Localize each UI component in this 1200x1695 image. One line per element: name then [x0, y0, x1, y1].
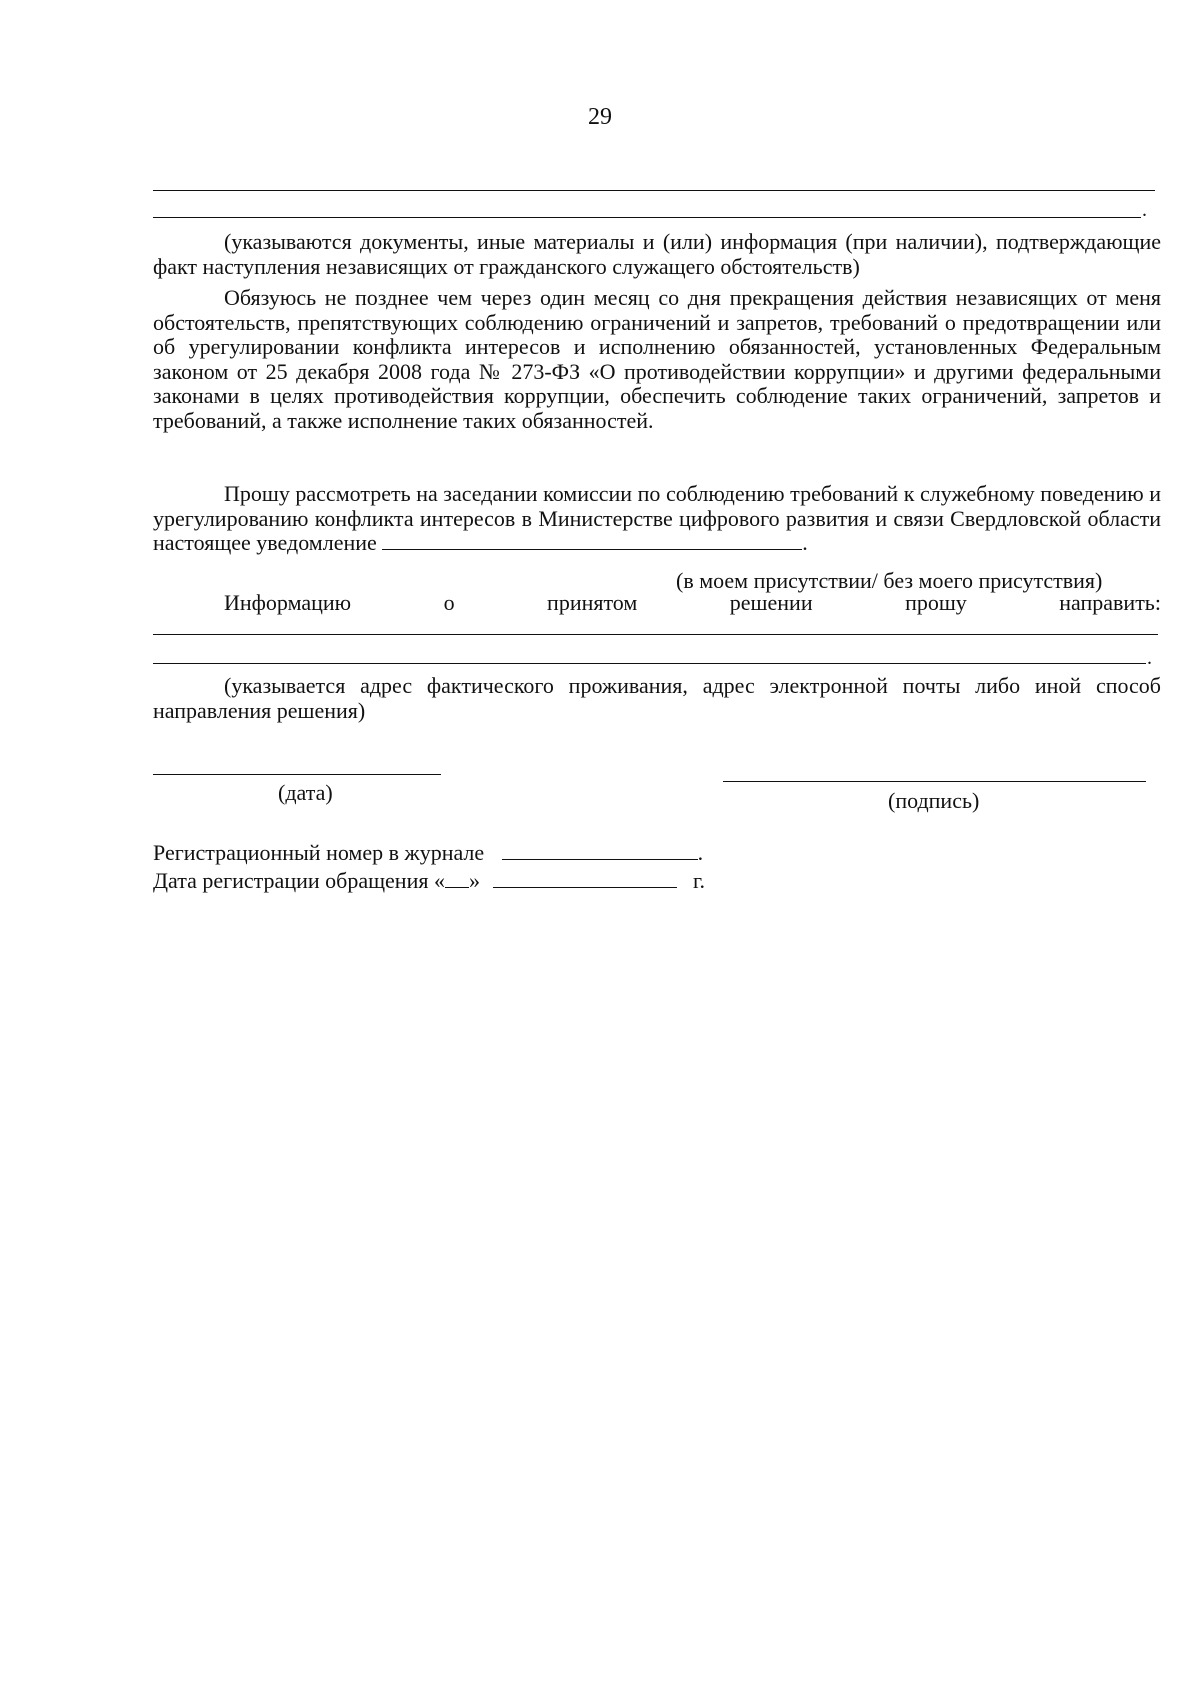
blank-line-2[interactable]: [153, 217, 1141, 218]
information-row: [153, 590, 1161, 616]
documents-caption-block: [153, 230, 1161, 279]
documents-caption: (указываются документы, иные материалы и (или) информация (при наличии), подтверждающие факт наступления независящих от гражданского служащего обстоятельств): [153, 229, 1161, 279]
registration-date-row: [153, 866, 705, 896]
registration-number-row: [153, 838, 703, 868]
registration-date-end: г.: [692, 868, 706, 893]
registration-number-end: .: [697, 840, 704, 865]
registration-date-label: Дата регистрации обращения «: [153, 868, 445, 893]
info-word-1: Информацию: [224, 590, 352, 615]
presence-caption: (в моем присутствии/ без моего присутствия): [676, 568, 1103, 593]
signature-line[interactable]: [723, 781, 1146, 782]
request-paragraph: [153, 482, 1161, 556]
address-line-2[interactable]: [153, 663, 1146, 664]
registration-number-label: Регистрационный номер в журнале: [153, 840, 485, 865]
obligation-block: [153, 286, 1161, 433]
address-caption: (указывается адрес фактического проживания, адрес электронной почты либо иной способ направления решения): [153, 673, 1161, 723]
request-text: Прошу рассмотреть на заседании комиссии по соблюдению требований к служебному поведению и урегулированию конфликта интересов в Министерстве цифрового развития и связи Свердловской области настоящее уведомление: [153, 481, 1161, 555]
info-word-3: принятом: [547, 590, 638, 615]
info-word-5: прошу: [905, 590, 967, 615]
info-word-4: решении: [729, 590, 813, 615]
info-word-6: направить:: [1059, 590, 1161, 615]
registration-day-field[interactable]: [445, 869, 469, 888]
request-block: [153, 482, 1161, 556]
blank-line-2-end: .: [1142, 199, 1147, 221]
date-label: (дата): [278, 780, 333, 805]
address-line-end: .: [1147, 647, 1152, 669]
date-line[interactable]: [153, 774, 441, 775]
registration-date-mid: »: [468, 868, 480, 893]
page-number: 29: [588, 104, 612, 130]
registration-number-field[interactable]: [502, 841, 698, 860]
info-word-2: о: [443, 590, 455, 615]
signature-label: (подпись): [888, 788, 980, 813]
request-end: .: [802, 530, 808, 555]
address-line-1[interactable]: [153, 634, 1158, 635]
notice-presence-field[interactable]: [382, 531, 802, 550]
address-caption-block: [153, 674, 1161, 723]
registration-month-field[interactable]: [493, 869, 677, 888]
obligation-paragraph: Обязуюсь не позднее чем через один месяц со дня прекращения действия независящих от меня обстоятельств, препятствующих соблюдению ограничений и запретов, требований о предотвращении или об урегулировании конфликта интересов и исполнению обязанностей, установленных Федеральным законом от 25 декабря 2008 года № 273-ФЗ «О противодействии коррупции» и другими федеральными законами в целях противодействия коррупции, обеспечить соблюдение таких ограничений, запретов и требований, а также исполнение таких обязанностей.: [153, 285, 1161, 433]
blank-line-1[interactable]: [153, 190, 1155, 191]
